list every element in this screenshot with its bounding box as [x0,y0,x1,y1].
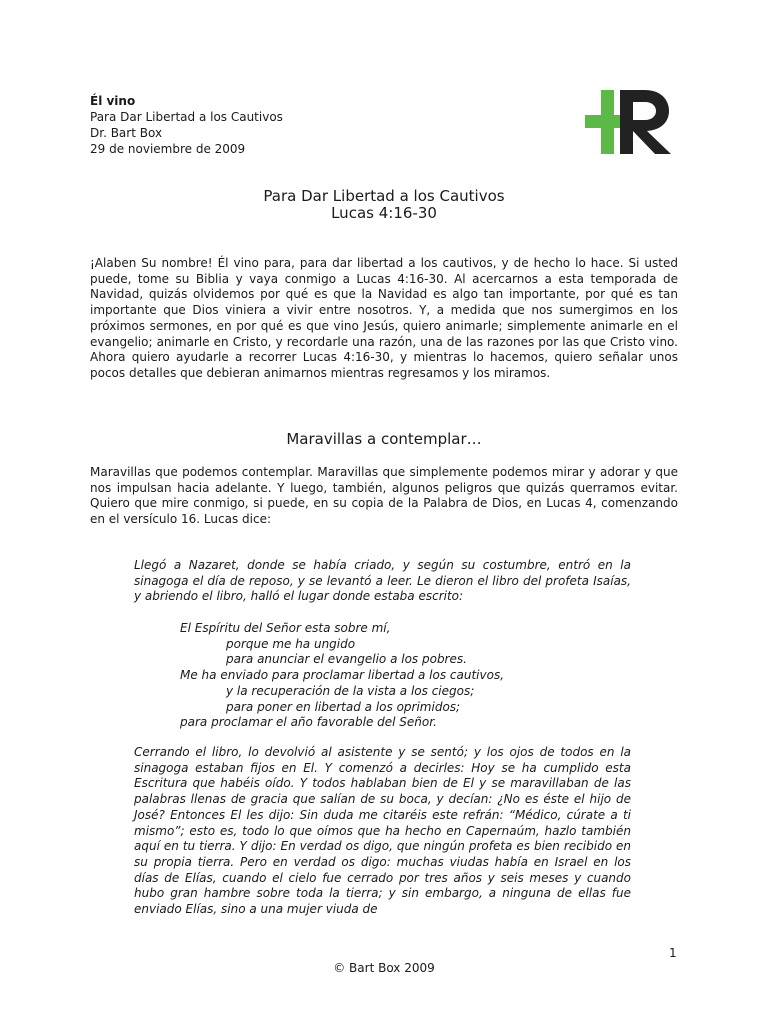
page-number: 1 [669,946,677,960]
poem-line: y la recuperación de la vista a los ciegos; [226,683,475,698]
copyright-footer: © Bart Box 2009 [333,961,435,975]
poem-line: para anunciar el evangelio a los pobres. [226,652,467,667]
scripture-reference: Lucas 4:16-30 [331,204,437,222]
main-title-line: Para Dar Libertad a los Cautivos [263,187,505,205]
section-heading: Maravillas a contemplar… [286,430,482,448]
scripture-poem [180,621,504,731]
sermon-subtitle: Para Dar Libertad a los Cautivos [90,110,283,124]
scripture-quote-continued: Cerrando el libro, lo devolvió al asistente y se sentó; y los ojos de todos en la sinagoga estaban fijos en El. Y comenzó a decirles: Hoy se ha cumplido esta Escritura que habéis oído. Y todos hablaban bien de El y se maravillaban de las palabras llenas de gracia que salían de su boca, y decían: ¿No es éste el hijo de José? Entonces El les dijo: Sin duda me citaréis este refrán: “Médico, cúrate a ti mismo”; esto es, todo lo que oímos que ha hecho en Capernaúm, hazlo también aquí en tu tierra. Y dijo: En verdad os digo, que ningún profeta es bien recibido en su propia tierra. Pero en verdad os digo: muchas viudas había en Israel en los días de Elías, cuando el cielo fue cerrado por tres años y seis meses y cuando hubo gran hambre sobre toda la tierra; y sin embargo, a ninguna de ellas fue enviado Elías, sino a una mujer viuda de [134,745,631,917]
document-header [90,93,283,157]
poem-line: para poner en libertad a los oprimidos; [226,699,461,714]
poem-line: para proclamar el año favorable del Señor. [180,715,437,730]
scripture-quote: Llegó a Nazaret, donde se había criado, y según su costumbre, entró en la sinagoga el día de reposo, y se levantó a leer. Le dieron el libro del profeta Isaías, y abriendo el libro, halló el lugar donde estaba escrito: [134,558,631,604]
sermon-title: Él vino [90,94,136,108]
plus-r-logo-icon [585,88,675,158]
date: 29 de noviembre de 2009 [90,142,246,156]
poem-line: El Espíritu del Señor esta sobre mí, [180,621,391,635]
author: Dr. Bart Box [90,126,163,140]
poem-line: porque me ha ungido [226,636,356,651]
intro-paragraph: ¡Alaben Su nombre! Él vino para, para dar libertad a los cautivos, y de hecho lo hace. Si usted puede, tome su Biblia y vaya conmigo a Lucas 4:16-30. Al acercarnos a esta temporada de Navidad, quizás olvidemos por qué es que la Navidad es algo tan importante, por qué es tan importante que Dios viniera a vivir entre nosotros. Y, a medida que nos sumergimos en los próximos sermones, en por qué es que vino Jesús, quiero animarle; simplemente animarle en el evangelio; animarle en Cristo, y recordarle una razón, una de las razones por las que Cristo vino. Ahora quiero ayudarle a recorrer Lucas 4:16-30, y mientras lo hacemos, quiero señalar unos pocos detalles que debieran animarnos mientras regresamos y los miramos. [90,256,678,380]
main-title [0,188,768,222]
poem-line: Me ha enviado para proclamar libertad a los cautivos, [180,668,505,683]
body-paragraph: Maravillas que podemos contemplar. Maravillas que simplemente podemos mirar y adorar y que nos impulsan hacia adelante. Y luego, también, algunos peligros que quizás querramos evitar. Quiero que mire conmigo, si puede, en su copia de la Palabra de Dios, en Lucas 4, comenzando en el versículo 16. Lucas dice: [90,465,678,527]
